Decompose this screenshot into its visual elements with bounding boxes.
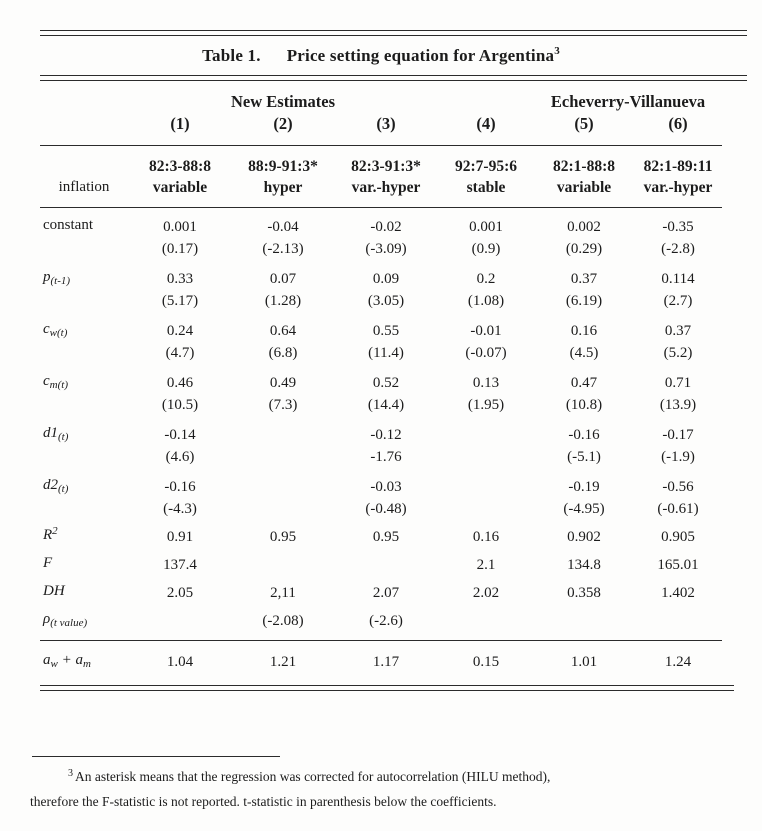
coefficient-value: 0.55 bbox=[372, 323, 400, 339]
t-statistic: (3.05) bbox=[367, 293, 405, 309]
t-statistic: (-4.95) bbox=[563, 501, 605, 517]
data-cell bbox=[334, 364, 438, 416]
coefficient-value: 0.64 bbox=[269, 323, 297, 339]
coefficient-value: 2.05 bbox=[166, 585, 194, 601]
data-cell bbox=[232, 468, 334, 520]
table-row bbox=[40, 260, 722, 312]
coefficient-value: -0.17 bbox=[662, 427, 694, 443]
t-statistic: (-3.09) bbox=[365, 241, 407, 257]
group-echeverry-villanueva: Echeverry-Villanueva bbox=[550, 92, 706, 111]
t-statistic: (0.17) bbox=[161, 241, 199, 257]
data-cell bbox=[232, 576, 334, 604]
data-cell bbox=[634, 364, 722, 416]
regime-label: var.-hyper bbox=[351, 179, 421, 196]
data-cell bbox=[534, 520, 634, 548]
data-cell bbox=[232, 604, 334, 641]
coefficient-value: 1.04 bbox=[166, 654, 194, 670]
t-statistic: (-2.8) bbox=[661, 241, 695, 257]
data-cell bbox=[634, 604, 722, 641]
coefficient-value: 0.905 bbox=[661, 529, 695, 545]
t-statistic: (11.4) bbox=[368, 345, 404, 361]
column-number: (4) bbox=[438, 112, 534, 146]
data-cell bbox=[128, 468, 232, 520]
column-header bbox=[438, 146, 534, 208]
data-cell bbox=[334, 416, 438, 468]
coefficient-value: -0.35 bbox=[662, 219, 694, 235]
coefficient-value: 0.07 bbox=[269, 271, 297, 287]
data-cell bbox=[334, 576, 438, 604]
coefficient-value: 0.16 bbox=[570, 323, 598, 339]
data-cell bbox=[128, 604, 232, 641]
data-cell bbox=[334, 641, 438, 686]
coefficient-value: 0.46 bbox=[166, 375, 194, 391]
data-cell bbox=[634, 208, 722, 261]
coefficient-value: -0.16 bbox=[164, 479, 196, 495]
data-cell bbox=[634, 260, 722, 312]
coefficient-value: 2.02 bbox=[472, 585, 500, 601]
table-row bbox=[40, 312, 722, 364]
group-blank-col4 bbox=[438, 81, 534, 112]
sample-period: 82:3-88:8 bbox=[149, 158, 211, 175]
regime-label: var.-hyper bbox=[643, 179, 713, 196]
coefficient-value: (-2.08) bbox=[262, 613, 304, 629]
coefficient-value: -0.19 bbox=[568, 479, 600, 495]
t-statistic: (-0.61) bbox=[657, 501, 699, 517]
footnote-separator-rule bbox=[32, 756, 280, 757]
footnote-text: An asterisk means that the regression was corrected for autocorrelation (HILU method), bbox=[75, 769, 551, 784]
t-statistic: (-5.1) bbox=[567, 449, 601, 465]
coefficient-value: 0.49 bbox=[269, 375, 297, 391]
data-cell bbox=[232, 416, 334, 468]
footnote-line bbox=[30, 789, 742, 814]
t-statistic: (14.4) bbox=[367, 397, 405, 413]
coefficient-value: -0.04 bbox=[267, 219, 299, 235]
data-cell bbox=[232, 548, 334, 576]
table-1 bbox=[40, 30, 722, 691]
table-number: Table 1. bbox=[202, 46, 261, 65]
coefficient-value: 1.01 bbox=[570, 654, 598, 670]
table-row bbox=[40, 364, 722, 416]
data-cell bbox=[128, 641, 232, 686]
t-statistic: (0.9) bbox=[471, 241, 501, 257]
t-statistic: (10.5) bbox=[161, 397, 199, 413]
data-cell bbox=[634, 520, 722, 548]
data-cell bbox=[334, 468, 438, 520]
row-label: $c_{w(t)}$ bbox=[43, 321, 68, 339]
t-statistic: (-1.9) bbox=[661, 449, 695, 465]
coefficient-value: -0.56 bbox=[662, 479, 694, 495]
coefficient-value: 0.13 bbox=[472, 375, 500, 391]
t-statistic: (1.95) bbox=[467, 397, 505, 413]
coefficient-value: 0.95 bbox=[269, 529, 297, 545]
data-cell bbox=[534, 641, 634, 686]
coefficient-value: 2,11 bbox=[270, 585, 296, 601]
coefficient-value: 0.52 bbox=[372, 375, 400, 391]
table-row bbox=[40, 208, 722, 261]
column-header-row bbox=[40, 146, 722, 208]
coefficient-value: 0.47 bbox=[570, 375, 598, 391]
column-number: (3) bbox=[334, 112, 438, 146]
column-header bbox=[128, 146, 232, 208]
table-row bbox=[40, 520, 722, 548]
column-header bbox=[334, 146, 438, 208]
t-statistic: -1.76 bbox=[370, 449, 402, 465]
data-cell bbox=[438, 520, 534, 548]
coefficient-value: 0.002 bbox=[567, 219, 601, 235]
sample-period: 82:1-89:11 bbox=[643, 158, 713, 175]
footnote bbox=[30, 756, 742, 814]
column-number: (1) bbox=[128, 112, 232, 146]
column-number: (6) bbox=[634, 112, 722, 146]
data-cell bbox=[534, 416, 634, 468]
data-cell bbox=[128, 416, 232, 468]
coefficient-value: -0.02 bbox=[370, 219, 402, 235]
data-cell bbox=[438, 576, 534, 604]
coefficient-value: 0.114 bbox=[661, 271, 695, 287]
t-statistic: (6.19) bbox=[565, 293, 603, 309]
data-cell bbox=[634, 641, 722, 686]
sample-period: 82:1-88:8 bbox=[553, 158, 616, 175]
row-label: $\rho_{(t value)}$ bbox=[40, 604, 128, 641]
t-statistic: (2.7) bbox=[663, 293, 693, 309]
coefficient-value: 1.402 bbox=[661, 585, 695, 601]
footnote-line bbox=[30, 764, 742, 789]
t-statistic: (10.8) bbox=[565, 397, 603, 413]
data-cell bbox=[334, 208, 438, 261]
footnote-text: therefore the F-statistic is not reported. t-statistic in parenthesis below the coefficients. bbox=[30, 794, 497, 809]
t-statistic: (5.2) bbox=[663, 345, 693, 361]
data-cell bbox=[634, 576, 722, 604]
table-title bbox=[40, 36, 722, 75]
data-cell bbox=[334, 260, 438, 312]
row-label: $c_{m(t)}$ bbox=[43, 373, 68, 391]
data-cell bbox=[534, 260, 634, 312]
data-cell bbox=[534, 576, 634, 604]
t-statistic: (-4.3) bbox=[163, 501, 197, 517]
row-label: $d1_{(t)}$ bbox=[43, 425, 69, 443]
data-cell bbox=[128, 312, 232, 364]
coefficient-value: 0.902 bbox=[567, 529, 601, 545]
sample-period: 88:9-91:3* bbox=[248, 158, 318, 175]
coefficient-value: 0.15 bbox=[472, 654, 500, 670]
data-cell bbox=[438, 604, 534, 641]
row-label: DH bbox=[43, 583, 65, 599]
group-header-row bbox=[40, 81, 722, 112]
data-cell bbox=[128, 364, 232, 416]
data-cell bbox=[634, 468, 722, 520]
column-number-row bbox=[40, 112, 722, 146]
t-statistic: (0.29) bbox=[565, 241, 603, 257]
coefficient-value: 0.16 bbox=[472, 529, 500, 545]
regime-label: hyper bbox=[263, 179, 303, 196]
coefficient-value: 1.24 bbox=[664, 654, 692, 670]
data-cell bbox=[128, 208, 232, 261]
t-statistic: (4.7) bbox=[165, 345, 195, 361]
t-statistic: (1.28) bbox=[264, 293, 302, 309]
row-label: $p_{(t-1)}$ bbox=[43, 269, 71, 287]
bottom-double-rule bbox=[40, 685, 734, 691]
coefficient-value: 0.001 bbox=[163, 219, 197, 235]
table-row bbox=[40, 548, 722, 576]
t-statistic: (13.9) bbox=[659, 397, 697, 413]
group-stub-blank bbox=[40, 81, 128, 112]
data-cell bbox=[334, 520, 438, 548]
group-new-estimates: New Estimates bbox=[230, 92, 336, 111]
data-cell bbox=[232, 208, 334, 261]
coefficient-value: 0.37 bbox=[664, 323, 692, 339]
stub-label: inflation bbox=[40, 146, 128, 208]
coefficient-value: 0.24 bbox=[166, 323, 194, 339]
row-label: $R^2$ bbox=[43, 525, 58, 543]
column-header bbox=[232, 146, 334, 208]
table-row bbox=[40, 641, 722, 686]
data-cell bbox=[634, 312, 722, 364]
sample-period: 82:3-91:3* bbox=[351, 158, 421, 175]
coefficient-value: 0.33 bbox=[166, 271, 194, 287]
data-cell bbox=[534, 604, 634, 641]
table-row bbox=[40, 604, 722, 641]
data-cell bbox=[334, 548, 438, 576]
coefficient-value: 0.95 bbox=[372, 529, 400, 545]
coefficient-value: 2.1 bbox=[476, 557, 496, 573]
title-footnote-mark: 3 bbox=[554, 45, 560, 57]
coefficient-value: 137.4 bbox=[163, 557, 197, 573]
data-cell bbox=[438, 312, 534, 364]
regime-label: variable bbox=[152, 179, 208, 196]
t-statistic: (-0.48) bbox=[365, 501, 407, 517]
coefficient-value: 0.001 bbox=[469, 219, 503, 235]
data-cell bbox=[128, 548, 232, 576]
coefficient-value: 0.09 bbox=[372, 271, 400, 287]
column-number: (5) bbox=[534, 112, 634, 146]
regression-table bbox=[40, 81, 722, 685]
table-title-text: Price setting equation for Argentina bbox=[286, 46, 555, 65]
t-statistic: (6.8) bbox=[268, 345, 298, 361]
column-header bbox=[634, 146, 722, 208]
t-statistic: (7.3) bbox=[268, 397, 298, 413]
coefficient-value: 0.71 bbox=[664, 375, 692, 391]
data-cell bbox=[438, 260, 534, 312]
footer-rows bbox=[40, 641, 722, 686]
data-cell bbox=[534, 312, 634, 364]
coefficient-value: -0.12 bbox=[370, 427, 402, 443]
row-label: constant bbox=[43, 217, 93, 233]
data-cell bbox=[232, 641, 334, 686]
coefficient-value: (-2.6) bbox=[369, 613, 403, 629]
data-cell bbox=[232, 312, 334, 364]
column-number: (2) bbox=[232, 112, 334, 146]
data-rows bbox=[40, 208, 722, 641]
table-row bbox=[40, 576, 722, 604]
t-statistic: (-0.07) bbox=[465, 345, 507, 361]
coefficient-value: 0.91 bbox=[166, 529, 194, 545]
data-cell bbox=[128, 576, 232, 604]
coefficient-value: 1.17 bbox=[372, 654, 400, 670]
row-label: F bbox=[43, 555, 53, 571]
t-statistic: (1.08) bbox=[467, 293, 505, 309]
data-cell bbox=[438, 416, 534, 468]
regime-label: stable bbox=[466, 179, 506, 196]
coefficient-value: 0.37 bbox=[570, 271, 598, 287]
table-row bbox=[40, 416, 722, 468]
regime-label: variable bbox=[556, 179, 612, 196]
data-cell bbox=[634, 548, 722, 576]
coefficient-value: 1.21 bbox=[269, 654, 297, 670]
coefficient-value: 0.358 bbox=[567, 585, 601, 601]
table-row bbox=[40, 468, 722, 520]
row-label: $a_w + a_m$ bbox=[43, 652, 91, 670]
coefficient-value: 165.01 bbox=[657, 557, 699, 573]
coefficient-value: 134.8 bbox=[567, 557, 601, 573]
data-cell bbox=[534, 548, 634, 576]
data-cell bbox=[438, 364, 534, 416]
t-statistic: (5.17) bbox=[161, 293, 199, 309]
data-cell bbox=[438, 208, 534, 261]
column-header bbox=[534, 146, 634, 208]
coefficient-value: -0.03 bbox=[370, 479, 402, 495]
data-cell bbox=[232, 364, 334, 416]
footnote-mark: 3 bbox=[68, 768, 73, 779]
data-cell bbox=[438, 468, 534, 520]
coefficient-value: 2.07 bbox=[372, 585, 400, 601]
coefficient-value: -0.01 bbox=[470, 323, 502, 339]
data-cell bbox=[232, 520, 334, 548]
number-stub-blank bbox=[40, 112, 128, 146]
coefficient-value: 0.2 bbox=[476, 271, 496, 287]
data-cell bbox=[534, 208, 634, 261]
sample-period: 92:7-95:6 bbox=[455, 158, 518, 175]
data-cell bbox=[634, 416, 722, 468]
data-cell bbox=[438, 548, 534, 576]
coefficient-value: -0.16 bbox=[568, 427, 600, 443]
t-statistic: (-2.13) bbox=[262, 241, 304, 257]
t-statistic: (4.5) bbox=[569, 345, 599, 361]
data-cell bbox=[534, 364, 634, 416]
data-cell bbox=[232, 260, 334, 312]
t-statistic: (4.6) bbox=[165, 449, 195, 465]
data-cell bbox=[128, 260, 232, 312]
data-cell bbox=[334, 312, 438, 364]
data-cell bbox=[128, 520, 232, 548]
data-cell bbox=[534, 468, 634, 520]
data-cell bbox=[438, 641, 534, 686]
row-label: $d2_{(t)}$ bbox=[43, 477, 69, 495]
data-cell bbox=[334, 604, 438, 641]
coefficient-value: -0.14 bbox=[164, 427, 196, 443]
